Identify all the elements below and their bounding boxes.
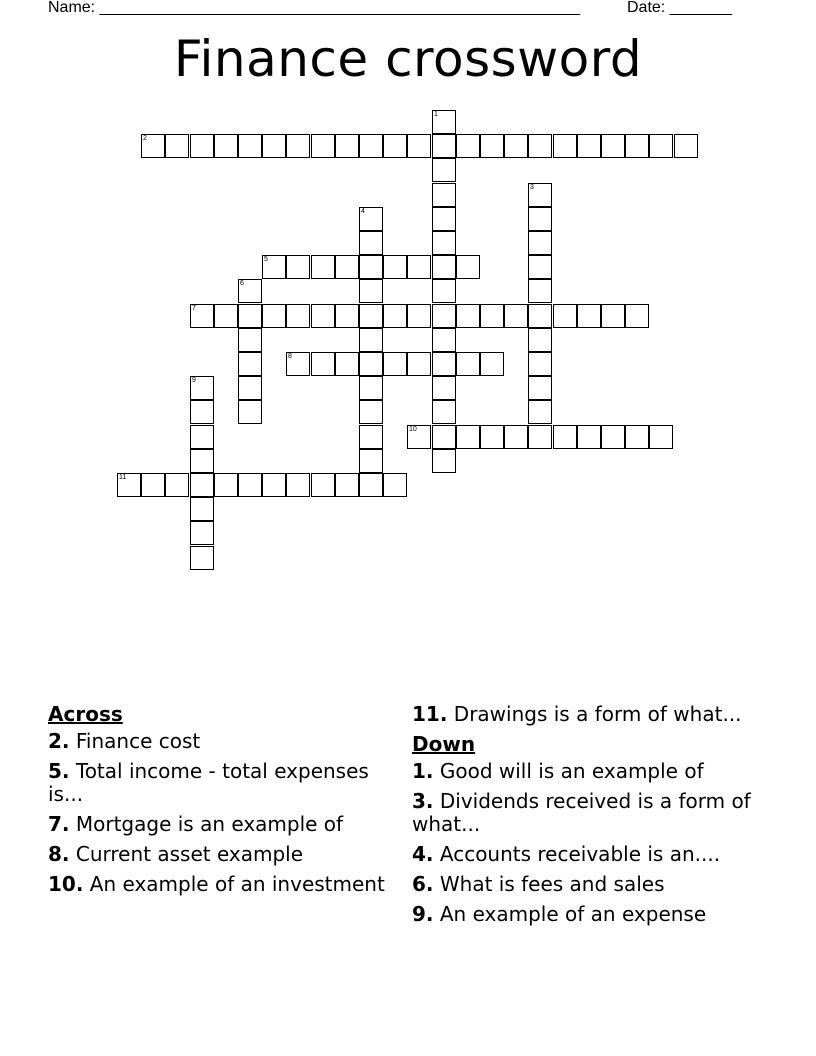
clue-number: 6. [412,872,434,896]
crossword-cell[interactable] [432,207,456,231]
crossword-cell[interactable] [480,352,504,376]
crossword-cell[interactable] [432,304,456,328]
crossword-cell[interactable] [359,352,383,376]
clue-number: 11. [412,702,448,726]
crossword-cell[interactable] [238,352,262,376]
crossword-cell[interactable] [528,255,552,279]
crossword-cell[interactable] [383,134,407,158]
crossword-cell[interactable] [335,352,359,376]
crossword-cell[interactable] [528,279,552,303]
crossword-cell[interactable] [383,255,407,279]
crossword-cell[interactable] [674,134,698,158]
crossword-cell[interactable] [432,158,456,182]
cell-number: 5 [264,256,268,263]
crossword-cell[interactable] [238,328,262,352]
cell-number: 1 [434,111,438,118]
clues-right-column [412,703,752,933]
crossword-cell[interactable] [649,425,673,449]
across-clue-10 [48,873,388,896]
crossword-cell[interactable] [432,328,456,352]
crossword-cell[interactable] [165,473,189,497]
down-clue-4 [412,843,752,866]
crossword-cell[interactable] [432,400,456,424]
crossword-cell[interactable] [528,207,552,231]
crossword-cell[interactable] [238,279,262,303]
crossword-cell[interactable] [238,304,262,328]
crossword-cell[interactable] [432,352,456,376]
crossword-cell[interactable] [165,134,189,158]
crossword-cell[interactable] [407,134,431,158]
crossword-cell[interactable] [262,255,286,279]
crossword-cell[interactable] [335,134,359,158]
clue-number: 10. [48,872,84,896]
crossword-cell[interactable] [553,134,577,158]
crossword-cell[interactable] [504,304,528,328]
crossword-cell[interactable] [359,134,383,158]
crossword-cell[interactable] [335,304,359,328]
crossword-cell[interactable] [456,425,480,449]
down-clue-9 [412,903,752,926]
clue-number: 7. [48,812,70,836]
clue-number: 9. [412,902,434,926]
crossword-cell[interactable] [359,304,383,328]
crossword-cell[interactable] [553,425,577,449]
crossword-cell[interactable] [553,304,577,328]
crossword-cell[interactable] [456,255,480,279]
crossword-cell[interactable] [528,376,552,400]
clue-text: What is fees and sales [433,872,665,896]
crossword-cell[interactable] [359,279,383,303]
crossword-cell[interactable] [359,255,383,279]
crossword-cell[interactable] [480,304,504,328]
crossword-cell[interactable] [432,183,456,207]
name-field-label: Name: ______________________________________________________ [48,0,581,16]
crossword-cell[interactable] [528,304,552,328]
crossword-cell[interactable] [335,473,359,497]
crossword-cell[interactable] [190,425,214,449]
clue-text: Finance cost [69,729,201,753]
crossword-cell[interactable] [117,473,141,497]
across-clue-7 [48,813,388,836]
crossword-cell[interactable] [407,255,431,279]
crossword-cell[interactable] [190,134,214,158]
clue-text: Accounts receivable is an.... [433,842,721,866]
crossword-cell[interactable] [190,449,214,473]
crossword-cell[interactable] [262,304,286,328]
crossword-cell[interactable] [577,425,601,449]
crossword-cell[interactable] [456,304,480,328]
crossword-cell[interactable] [190,376,214,400]
clue-number: 5. [48,759,70,783]
crossword-cell[interactable] [432,279,456,303]
crossword-cell[interactable] [407,425,431,449]
crossword-cell[interactable] [335,255,359,279]
crossword-cell[interactable] [432,425,456,449]
down-clue-1 [412,760,752,783]
cell-number: 6 [240,280,244,287]
crossword-cell[interactable] [190,304,214,328]
crossword-cell[interactable] [359,449,383,473]
crossword-cell[interactable] [528,183,552,207]
cell-number: 2 [143,135,147,142]
crossword-cell[interactable] [528,134,552,158]
crossword-cell[interactable] [456,352,480,376]
crossword-cell[interactable] [528,425,552,449]
clue-text: Good will is an example of [433,759,704,783]
crossword-cell[interactable] [432,376,456,400]
crossword-cell[interactable] [359,473,383,497]
crossword-cell[interactable] [214,304,238,328]
clues-left-column [48,703,388,903]
crossword-cell[interactable] [359,231,383,255]
across-heading: Across [48,702,123,726]
crossword-cell[interactable] [432,449,456,473]
crossword-cell[interactable] [383,304,407,328]
crossword-cell[interactable] [359,400,383,424]
crossword-cell[interactable] [528,328,552,352]
crossword-cell[interactable] [311,304,335,328]
crossword-cell[interactable] [214,473,238,497]
cell-number: 9 [192,377,196,384]
clue-text: An example of an investment [83,872,385,896]
crossword-cell[interactable] [383,473,407,497]
crossword-cell[interactable] [238,376,262,400]
clue-text: Drawings is a form of what... [447,702,742,726]
crossword-cell[interactable] [577,134,601,158]
crossword-cell[interactable] [432,255,456,279]
clue-number: 8. [48,842,70,866]
clue-number: 1. [412,759,434,783]
crossword-cell[interactable] [141,473,165,497]
crossword-cell[interactable] [528,231,552,255]
crossword-cell[interactable] [601,134,625,158]
crossword-cell[interactable] [238,473,262,497]
crossword-cell[interactable] [190,473,214,497]
down-heading: Down [412,732,476,756]
crossword-cell[interactable] [480,425,504,449]
crossword-cell[interactable] [504,425,528,449]
crossword-cell[interactable] [480,134,504,158]
crossword-cell[interactable] [625,304,649,328]
cell-number: 3 [530,184,534,191]
crossword-cell[interactable] [262,473,286,497]
crossword-cell[interactable] [311,134,335,158]
crossword-cell[interactable] [432,134,456,158]
crossword-cell[interactable] [190,497,214,521]
crossword-cell[interactable] [359,207,383,231]
crossword-cell[interactable] [262,134,286,158]
crossword-cell[interactable] [286,304,310,328]
across-clue-11 [412,703,752,726]
crossword-cell[interactable] [238,400,262,424]
crossword-cell[interactable] [190,521,214,545]
across-clue-5 [48,760,388,806]
clue-text: Dividends received is a form of what... [412,789,751,836]
crossword-cell[interactable] [528,400,552,424]
down-clue-6 [412,873,752,896]
crossword-cell[interactable] [311,352,335,376]
crossword-cell[interactable] [359,376,383,400]
crossword-cell[interactable] [456,134,480,158]
cell-number: 10 [409,426,417,433]
down-clue-3 [412,790,752,836]
clue-text: Total income - total expenses is... [48,759,369,806]
crossword-cell[interactable] [311,255,335,279]
crossword-cell[interactable] [504,134,528,158]
cell-number: 8 [288,353,292,360]
clue-text: Mortgage is an example of [69,812,344,836]
crossword-cell[interactable] [601,425,625,449]
crossword-cell[interactable] [432,110,456,134]
crossword-cell[interactable] [359,328,383,352]
crossword-cell[interactable] [577,304,601,328]
clue-number: 2. [48,729,70,753]
crossword-cell[interactable] [238,134,262,158]
crossword-cell[interactable] [383,352,407,376]
crossword-cell[interactable] [407,352,431,376]
date-field-label: Date: _______ [627,0,732,16]
clue-text: Current asset example [69,842,304,866]
crossword-cell[interactable] [190,400,214,424]
crossword-cell[interactable] [141,134,165,158]
page-title: Finance crossword [173,30,643,88]
crossword-cell[interactable] [286,352,310,376]
clue-number: 3. [412,789,434,813]
crossword-cell[interactable] [432,231,456,255]
crossword-cell[interactable] [286,255,310,279]
crossword-cell[interactable] [359,425,383,449]
crossword-cell[interactable] [625,425,649,449]
cell-number: 11 [119,474,127,481]
crossword-cell[interactable] [311,473,335,497]
cell-number: 7 [192,305,196,312]
crossword-cell[interactable] [625,134,649,158]
across-clue-8 [48,843,388,866]
crossword-cell[interactable] [214,134,238,158]
crossword-cell[interactable] [649,134,673,158]
crossword-cell[interactable] [407,304,431,328]
crossword-cell[interactable] [190,546,214,570]
crossword-cell[interactable] [601,304,625,328]
crossword-cell[interactable] [528,352,552,376]
clue-number: 4. [412,842,434,866]
across-clue-2 [48,730,388,753]
crossword-cell[interactable] [286,473,310,497]
clue-text: An example of an expense [433,902,707,926]
crossword-cell[interactable] [286,134,310,158]
cell-number: 4 [361,208,365,215]
